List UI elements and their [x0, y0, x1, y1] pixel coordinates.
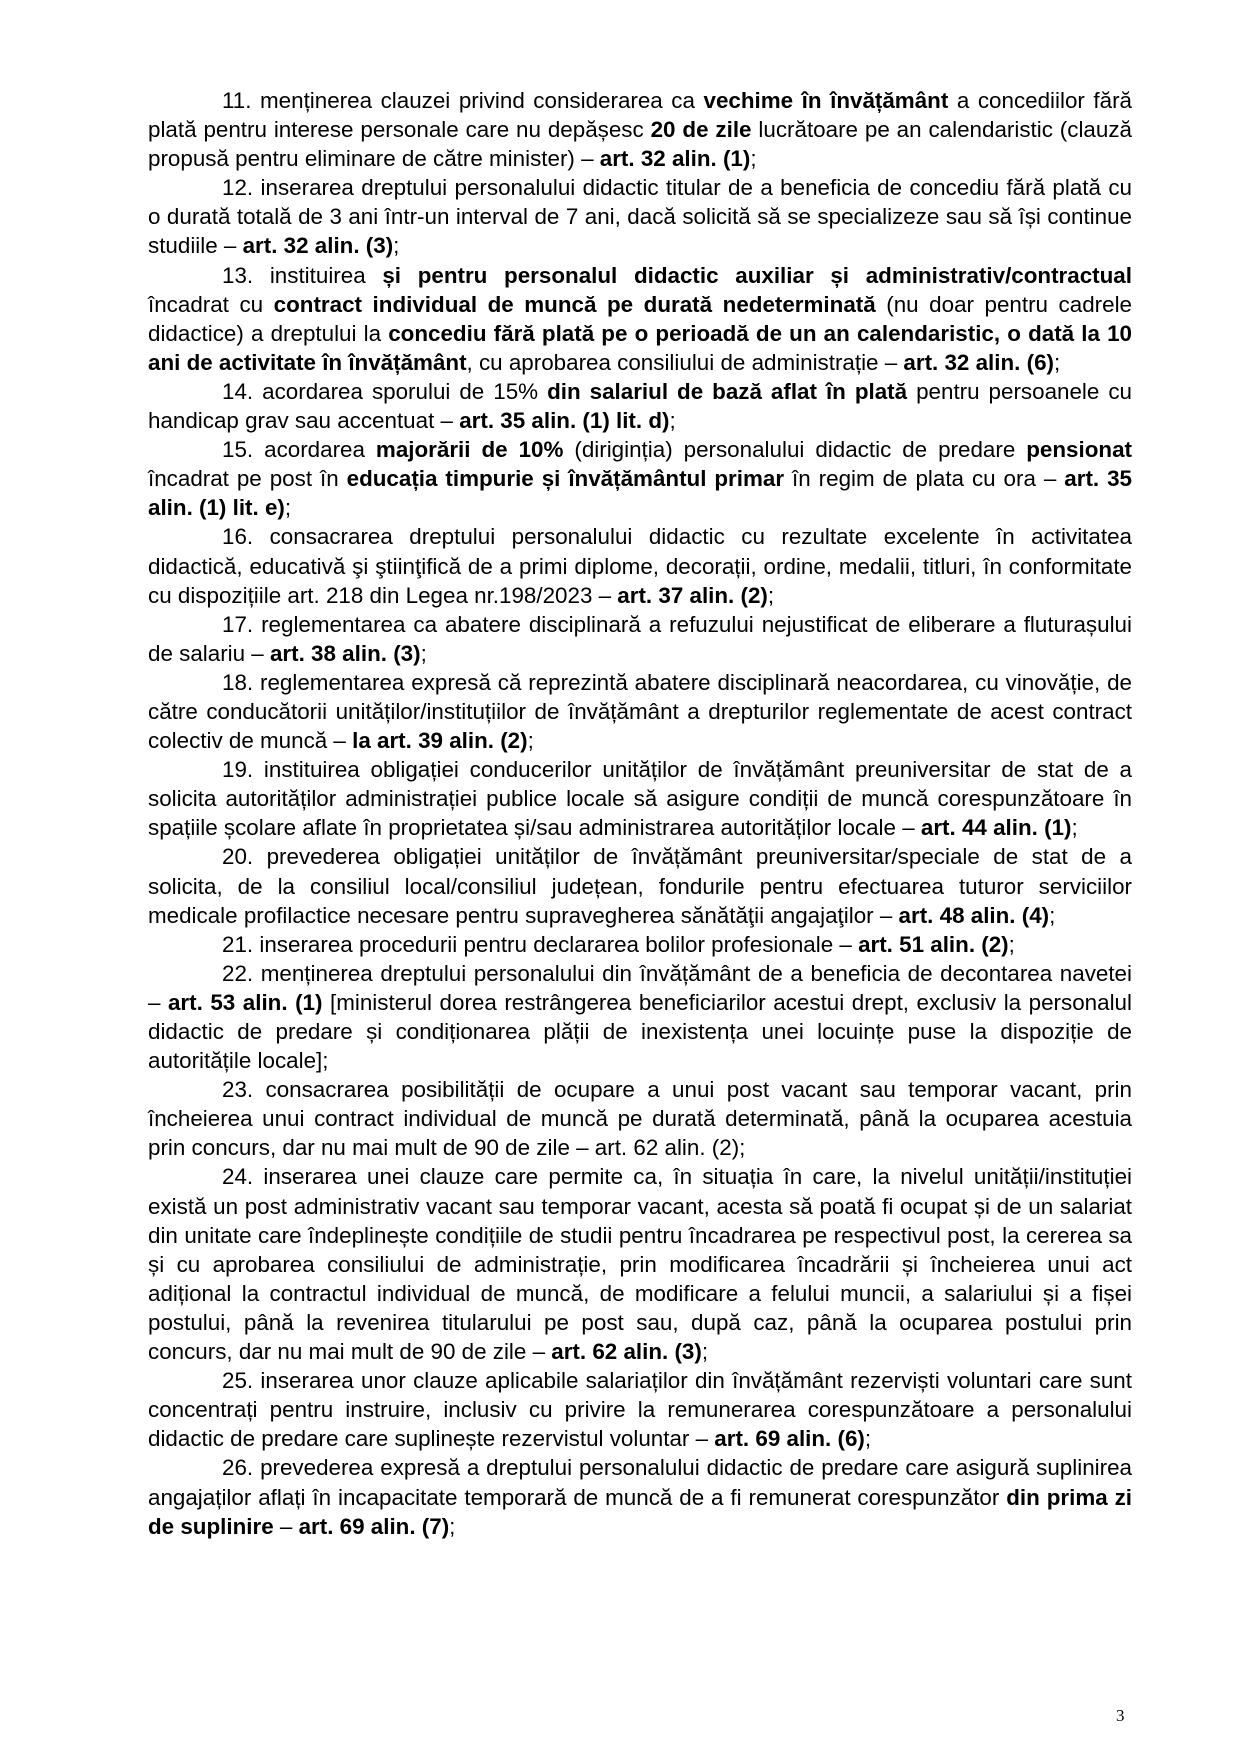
- item-text: încadrat pe post în: [148, 466, 347, 492]
- list-item: [148, 1453, 1132, 1540]
- bold-text: din salariul de bază aflat în plată: [547, 378, 908, 404]
- list-item: [148, 173, 1132, 260]
- item-text: , cu aprobarea consiliului de administrație –: [466, 349, 904, 375]
- bold-text: educația timpurie și învățământul primar: [346, 466, 785, 492]
- item-number: 17.: [222, 611, 254, 637]
- item-number: 13.: [222, 262, 254, 288]
- bold-text: art. 32 alin. (3): [242, 233, 394, 259]
- item-number: 24.: [222, 1164, 254, 1190]
- item-text: ;: [284, 495, 292, 521]
- item-text: ;: [864, 1426, 872, 1452]
- bold-text: art. 35 alin. (1) lit. d): [459, 408, 670, 434]
- item-text: ;: [767, 582, 775, 608]
- item-text: menținerea clauzei privind considerarea ca: [260, 88, 704, 113]
- bold-text: contract individual de muncă pe durată nedeterminată: [273, 291, 876, 317]
- item-text: ;: [527, 728, 534, 754]
- bold-text: art. 53 alin. (1): [167, 989, 323, 1015]
- item-text: încadrat cu: [148, 291, 274, 317]
- bold-text: art. 69 alin. (6): [714, 1426, 865, 1452]
- bold-text: art. 62 alin. (3): [551, 1339, 702, 1365]
- list-item: [148, 1075, 1132, 1162]
- bold-text: din prima zi de suplinire: [148, 1484, 1132, 1539]
- list-item: [148, 435, 1132, 522]
- list-item: [148, 959, 1132, 1075]
- item-text: ;: [1053, 349, 1061, 375]
- item-text: ;: [669, 408, 676, 434]
- item-text: [ministerul dorea restrângerea beneficiarilor acestui drept, exclusiv la personalul didactic de predare și condiționarea plății de inexistența unei locuințe puse la dispoziție de autoritățile locale];: [148, 989, 1132, 1074]
- bold-text: art. 35 alin. (1) lit. e): [148, 466, 1132, 521]
- item-text: (nu doar pentru cadrele didactice) a dreptului la: [148, 291, 1132, 346]
- item-text: ;: [420, 640, 427, 666]
- item-number: 20.: [222, 844, 254, 870]
- list-item: [148, 1162, 1132, 1366]
- item-text: prevederea obligației unităților de învățământ preuniversitar/speciale de stat de a solicita, de la consiliul local/consiliul județean, fondurile pentru efectuarea tuturor serviciilor medicale profilactice necesare pentru supravegherea sănătăţii angajaţilor –: [148, 844, 1132, 928]
- item-text: ;: [449, 1513, 456, 1539]
- item-number: 26.: [222, 1455, 254, 1481]
- list-item: [148, 377, 1132, 435]
- bold-text: art. 48 alin. (4): [898, 902, 1050, 928]
- item-text: instituirea: [269, 262, 383, 288]
- item-text: inserarea unor clauze aplicabile salariaților din învățământ rezerviști voluntari care sunt concentrați pentru instruire, inclusiv cu privire la remunerarea corespunzătoare a personalului didactic de predare care suplinește rezervistul voluntar –: [148, 1368, 1132, 1452]
- item-number: 18.: [222, 669, 254, 695]
- page-number: 3: [1116, 1706, 1125, 1725]
- item-text: în regim de plata cu ora –: [784, 466, 1065, 492]
- item-text: reglementarea expresă că reprezintă abatere disciplinară neacordarea, cu vinovăție, de către conducătorii unităților/instituțiilor de învățământ a drepturilor reglementate de acest contract colectiv de muncă –: [148, 669, 1132, 754]
- list-item: [148, 86, 1132, 173]
- item-number: 11.: [222, 88, 252, 113]
- item-number: 15.: [222, 437, 254, 463]
- item-number: 23.: [222, 1077, 254, 1103]
- item-text: reglementarea ca abatere disciplinară a refuzului nejustificat de eliberare a fluturașului de salariu –: [148, 611, 1132, 666]
- list-item: [148, 522, 1132, 609]
- item-number: 22.: [222, 960, 254, 986]
- item-text: acordarea sporului de 15%: [262, 378, 548, 404]
- item-text: ;: [393, 233, 400, 259]
- list-item: [148, 842, 1132, 929]
- item-number: 14.: [222, 378, 254, 404]
- item-text: inserarea procedurii pentru declararea bolilor profesionale –: [259, 931, 859, 957]
- item-text: ;: [1071, 815, 1078, 841]
- bold-text: art. 32 alin. (1): [599, 146, 751, 172]
- item-text: lucrătoare pe an calendaristic (clauză propusă pentru eliminare de către minister) –: [148, 117, 1132, 172]
- bold-text: 20 de zile: [650, 117, 752, 143]
- item-text: menținerea dreptului personalului din învățământ de a beneficia de decontarea navetei –: [148, 960, 1132, 1015]
- bold-text: vechime în învățământ: [703, 88, 949, 113]
- item-number: 19.: [222, 757, 254, 783]
- item-number: 25.: [222, 1368, 254, 1394]
- item-text: ;: [1049, 902, 1056, 928]
- item-number: 21.: [222, 931, 254, 957]
- item-text: a concediilor fără plată pentru interese personale care nu depășesc: [148, 88, 1133, 143]
- item-text: (diriginția) personalului didactic de predare: [563, 437, 1027, 463]
- list-item: [148, 755, 1132, 842]
- list-item: [148, 668, 1132, 755]
- list-item: [148, 930, 1132, 959]
- bold-text: pensionat: [1026, 437, 1132, 463]
- item-text: inserarea dreptului personalului didactic titular de a beneficia de concediu fără plată cu o durată totală de 3 ani într-un interval de 7 ani, dacă solicită să se specializeze sau să își continue studiile –: [148, 175, 1132, 259]
- bold-text: concediu fără plată pe o perioadă de un an calendaristic, o dată la 10 ani de activitate în învățământ: [148, 320, 1133, 375]
- item-text: consacrarea dreptului personalului didactic cu rezultate excelente în activitatea didactică, educativă şi ştiinţifică de a primi diplome, decorații, ordine, medalii, titluri, în conformitate cu dispozițiile art. 218 din Legea nr.198/2023 –: [148, 524, 1132, 608]
- item-text: instituirea obligației conducerilor unităților de învățământ preuniversitar de stat de a solicita autorităților administrației publice locale să asigure condiții de muncă corespunzătoare în spațiile școlare aflate în proprietatea și/sau administrarea autorităților locale –: [148, 757, 1132, 841]
- item-text: ;: [1008, 931, 1015, 957]
- bold-text: art. 32 alin. (6): [903, 349, 1054, 375]
- item-text: ;: [701, 1339, 709, 1365]
- bold-text: majorării de 10%: [375, 437, 564, 463]
- bold-text: art. 44 alin. (1): [920, 815, 1072, 841]
- list-item: [148, 1366, 1132, 1453]
- bold-text: art. 37 alin. (2): [617, 582, 768, 608]
- document-body: [148, 86, 1132, 1541]
- item-text: pentru persoanele cu handicap grav sau accentuat –: [148, 378, 1132, 434]
- item-text: acordarea: [264, 437, 376, 463]
- list-item: [148, 610, 1132, 668]
- item-text: –: [273, 1513, 299, 1539]
- bold-text: la art. 39 alin. (2): [352, 728, 528, 754]
- item-number: 12.: [222, 175, 254, 201]
- bold-text: și pentru personalul didactic auxiliar și administrativ/contractual: [382, 262, 1132, 288]
- list-item: [148, 261, 1132, 377]
- item-text: prevederea expresă a dreptului personalului didactic de predare care asigură suplinirea angajaților aflați în incapacitate temporară de muncă de a fi remunerat corespunzător: [148, 1455, 1132, 1510]
- item-text: consacrarea posibilității de ocupare a unui post vacant sau temporar vacant, prin încheierea unui contract individual de muncă pe durată determinată, până la ocuparea acestuia prin concurs, dar nu mai mult de 90 de zile – art. 62 alin. (2);: [148, 1077, 1132, 1161]
- item-text: ;: [750, 146, 757, 172]
- item-number: 16.: [222, 524, 254, 550]
- bold-text: art. 51 alin. (2): [858, 931, 1009, 957]
- bold-text: art. 38 alin. (3): [269, 640, 421, 666]
- item-text: inserarea unei clauze care permite ca, în situația în care, la nivelul unității/instituției există un post administrativ vacant sau temporar vacant, acesta să poată fi ocupat și de un salariat din unitate care îndeplinește condițiile de studii pentru încadrarea pe respectivul post, la cererea sa și cu aprobarea consiliului de administrație, prin modificarea încadrării și încheierea unui act adițional la contractul individual de muncă, de modificare a felului muncii, a salariului și a fișei postului, până la revenirea titularului pe post sau, după caz, până la ocuparea postului prin concurs, dar nu mai mult de 90 de zile –: [148, 1164, 1132, 1365]
- bold-text: art. 69 alin. (7): [298, 1513, 450, 1539]
